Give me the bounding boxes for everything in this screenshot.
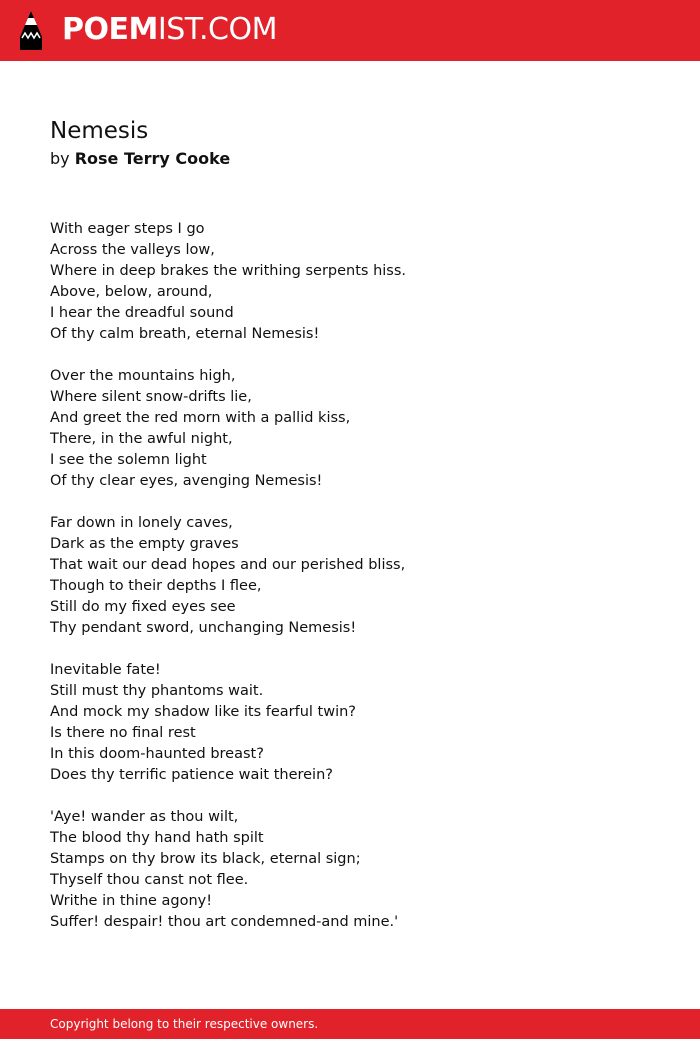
- by-label: by: [50, 149, 70, 168]
- stanza: [50, 219, 650, 345]
- logo-bold-text: POEM: [62, 12, 158, 47]
- poem-line: Of thy calm breath, eternal Nemesis!: [50, 326, 320, 342]
- poem-line: Stamps on thy brow its black, eternal sign;: [50, 851, 361, 867]
- poem-line: Where silent snow-drifts lie,: [50, 389, 252, 405]
- poem-byline: [50, 149, 230, 169]
- pencil-icon: [18, 10, 44, 52]
- poem-line: Across the valleys low,: [50, 242, 215, 258]
- poem-line: Though to their depths I flee,: [50, 578, 262, 594]
- poem-author: Rose Terry Cooke: [74, 149, 231, 168]
- poem-line: There, in the awful night,: [50, 431, 233, 447]
- poem-line: Thy pendant sword, unchanging Nemesis!: [50, 620, 357, 636]
- poem-line: Far down in lonely caves,: [50, 515, 233, 531]
- poem-line: And mock my shadow like its fearful twin?: [50, 704, 356, 720]
- poem-line: With eager steps I go: [50, 221, 205, 237]
- site-footer: [0, 1009, 700, 1039]
- poem-line: 'Aye! wander as thou wilt,: [50, 809, 239, 825]
- poem-line: Above, below, around,: [50, 284, 213, 300]
- poem-line: Suffer! despair! thou art condemned-and mine.': [50, 914, 399, 930]
- poem-line: Over the mountains high,: [50, 368, 236, 384]
- poem-line: Does thy terrific patience wait therein?: [50, 767, 333, 783]
- poem-line: In this doom-haunted breast?: [50, 746, 264, 762]
- poem-line: Is there no final rest: [50, 725, 196, 741]
- stanza: [50, 513, 650, 639]
- poem-title: Nemesis: [50, 118, 149, 144]
- poem-line: Still must thy phantoms wait.: [50, 683, 264, 699]
- poem-line: I see the solemn light: [50, 452, 207, 468]
- site-logo[interactable]: [62, 12, 277, 48]
- poem-line: Thyself thou canst not flee.: [50, 872, 249, 888]
- site-header: [0, 0, 700, 61]
- poem-line: Still do my fixed eyes see: [50, 599, 236, 615]
- poem-body: [50, 219, 650, 954]
- poem-line: I hear the dreadful sound: [50, 305, 234, 321]
- poem-line: Where in deep brakes the writhing serpents hiss.: [50, 263, 407, 279]
- logo-light-text: IST.COM: [157, 12, 277, 47]
- stanza: [50, 366, 650, 492]
- poem-line: That wait our dead hopes and our perished bliss,: [50, 557, 406, 573]
- stanza: [50, 807, 650, 933]
- poem-line: Of thy clear eyes, avenging Nemesis!: [50, 473, 323, 489]
- poem-line: The blood thy hand hath spilt: [50, 830, 264, 846]
- poem-line: Writhe in thine agony!: [50, 893, 213, 909]
- stanza: [50, 660, 650, 786]
- poem-line: And greet the red morn with a pallid kiss,: [50, 410, 351, 426]
- copyright-text: Copyright belong to their respective owners.: [50, 1017, 319, 1031]
- poem-line: Dark as the empty graves: [50, 536, 239, 552]
- poem-line: Inevitable fate!: [50, 662, 161, 678]
